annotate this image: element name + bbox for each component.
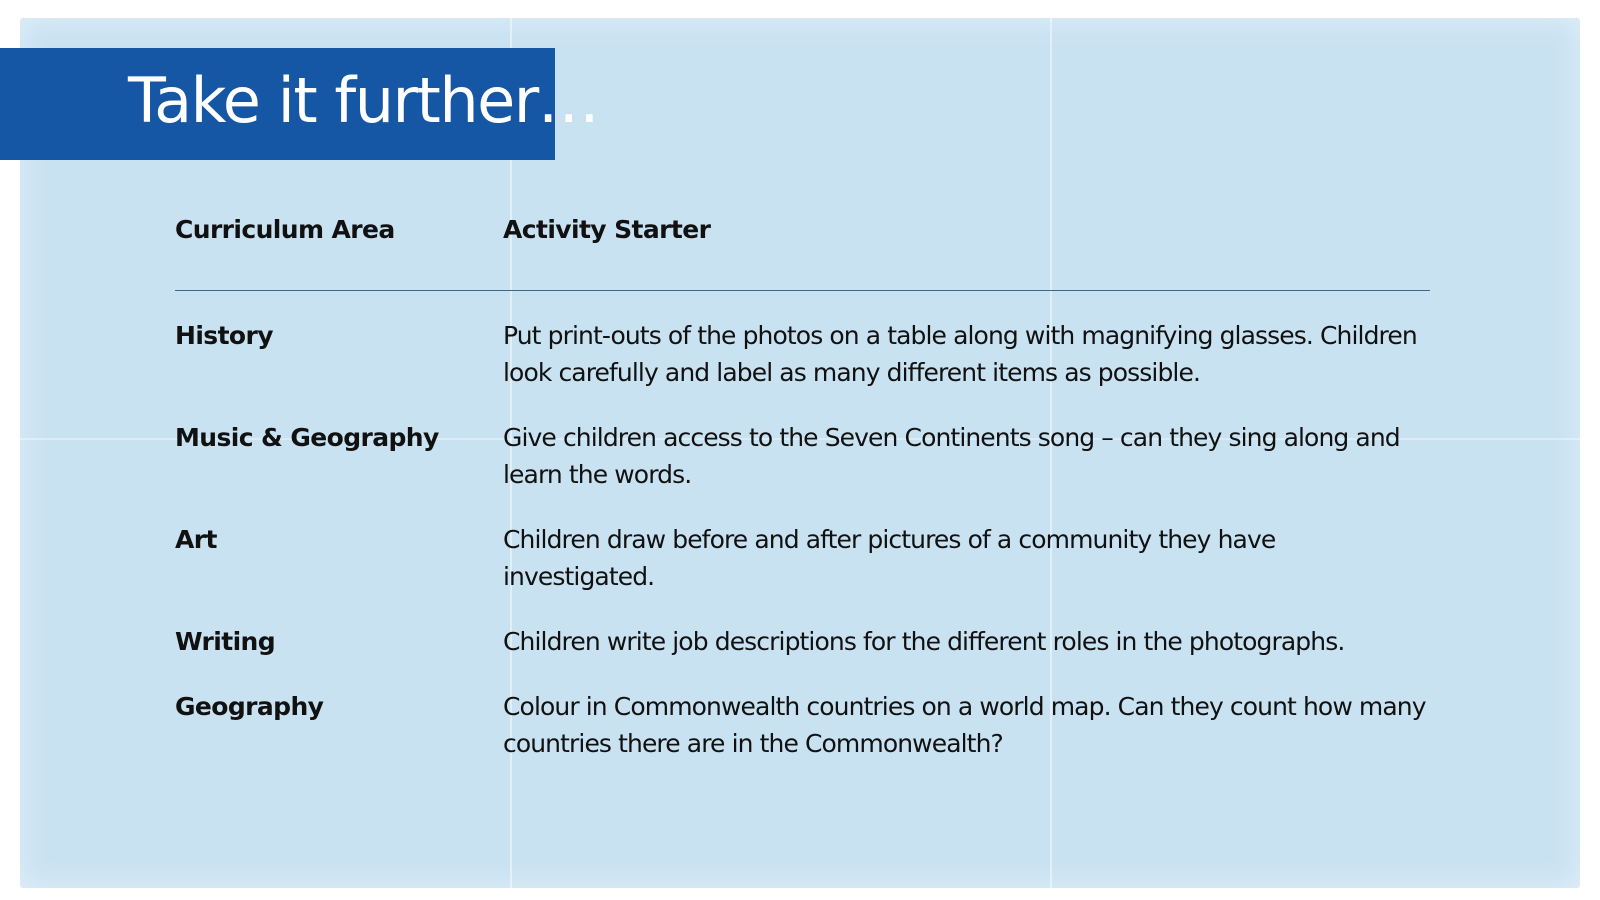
activity-starter-cell: Put print-outs of the photos on a table along with magnifying glasses. Children look carefully and label as many different items as possible. — [503, 321, 1417, 387]
activity-starter-cell: Colour in Commonwealth countries on a world map. Can they count how many countries there are in the Commonwealth? — [503, 692, 1426, 758]
table-header — [175, 210, 1430, 291]
curriculum-area-cell: Music & Geography — [175, 423, 439, 452]
curriculum-area-cell: Writing — [175, 627, 276, 656]
table-row — [175, 623, 1430, 660]
page-title: Take it further… — [128, 64, 599, 137]
table-row — [175, 419, 1430, 493]
activity-starter-cell: Children write job descriptions for the different roles in the photographs. — [503, 627, 1345, 656]
activity-starter-cell: Children draw before and after pictures of a community they have investigated. — [503, 525, 1276, 591]
column-header-curriculum-area: Curriculum Area — [175, 215, 395, 244]
curriculum-area-cell: Geography — [175, 692, 324, 721]
table-row — [175, 317, 1430, 391]
activity-table — [175, 210, 1430, 790]
column-header-activity-starter: Activity Starter — [503, 215, 711, 244]
activity-starter-cell: Give children access to the Seven Continents song – can they sing along and learn the words. — [503, 423, 1400, 489]
table-row — [175, 688, 1430, 762]
table-body — [175, 291, 1430, 762]
curriculum-area-cell: Art — [175, 525, 217, 554]
table-row — [175, 521, 1430, 595]
curriculum-area-cell: History — [175, 321, 273, 350]
